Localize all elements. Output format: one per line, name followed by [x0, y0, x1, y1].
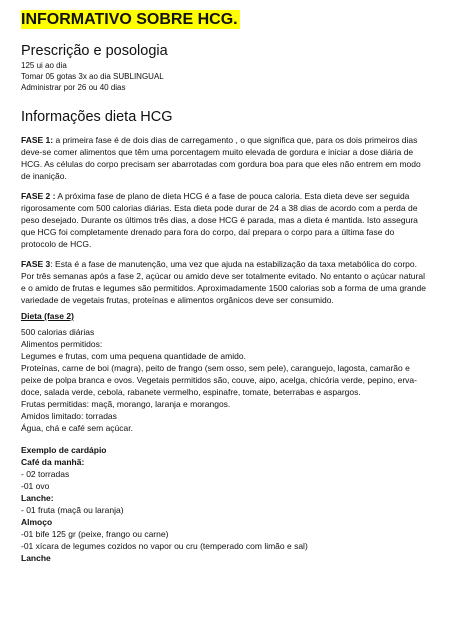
- fase1-label: FASE 1:: [21, 135, 54, 145]
- fase1-paragraph: [21, 134, 431, 182]
- prescricao-line: 125 ui ao dia: [21, 61, 67, 70]
- fase2-paragraph: [21, 190, 431, 250]
- breakfast-item: -01 ovo: [21, 481, 50, 491]
- breakfast-item: - 02 torradas: [21, 469, 70, 479]
- lunch-label: Almoço: [21, 517, 53, 527]
- fase3-paragraph: [21, 258, 431, 306]
- fase2-label: FASE 2 :: [21, 191, 56, 201]
- menu-example-heading: Exemplo de cardápio: [21, 445, 107, 455]
- document-title: INFORMATIVO SOBRE HCG.: [21, 11, 238, 28]
- fase2-text: A próxima fase de plano de dieta HCG é a fase de pouca caloria. Esta dieta deve ser seguida rigorosamente com 500 calorias diárias. Esta dieta pode durar de 24 a 38 dias de acordo com a perda de peso desejado. Durante os últimos três dias, a dose HCG é parada, mas a dieta é mantida. Isto assegura que HCG foi completamente drenado para fora do corpo, daí prepara o corpo para a última fase do protocolo de HCG.: [21, 191, 418, 249]
- lunch-item: -01 bife 125 gr (peixe, frango ou carne): [21, 529, 169, 539]
- prescricao-heading: Prescrição e posologia: [21, 43, 168, 59]
- prescricao-line: Tomar 05 gotas 3x ao dia SUBLINGUAL: [21, 72, 164, 81]
- prescricao-line: Administrar por 26 ou 40 dias: [21, 83, 126, 92]
- diet-line: Legumes e frutas, com uma pequena quantidade de amido.: [21, 351, 246, 361]
- fase3-text: : Esta é a fase de manutenção, uma vez que ajuda na estabilização da taxa metabólica do corpo. Por três semanas após a fase 2, açúcar ou amido deve ser totalmente evitado. No entanto o açúcar natural e o amido de frutas e legumes são permitidos. Aproximadamente 1500 calorias sob a forma de uma grande variedade de vegetais frutas, proteínas e alimentos orgânicos deve ser consumido.: [21, 259, 426, 305]
- diet-line: Água, chá e café sem açúcar.: [21, 423, 133, 433]
- fase1-text: a primeira fase é de dois dias de carregamento , o que significa que, para os dois primeiros dias deve-se comer alimentos que têm uma porcentagem muito elevada de gordura e iniciar a dose diária de HCG. As células do corpo precisam ser abarrotadas com gordura boa para que eles não entrem em modo de inanição.: [21, 135, 421, 181]
- snack-label: Lanche:: [21, 493, 54, 503]
- diet-line: Amidos limitado: torradas: [21, 411, 117, 421]
- snack-item: - 01 fruta (maçã ou laranja): [21, 505, 124, 515]
- dieta-heading: Informações dieta HCG: [21, 109, 173, 125]
- diet-line: Frutas permitidas: maçã, morango, laranja e morangos.: [21, 399, 231, 409]
- snack2-label: Lanche: [21, 553, 51, 563]
- fase3-label: FASE 3: [21, 259, 51, 269]
- lunch-item: -01 xícara de legumes cozidos no vapor ou cru (temperado com limão e sal): [21, 541, 308, 551]
- fase2-diet-heading: Dieta (fase 2): [21, 311, 74, 321]
- diet-line: 500 calorias diárias: [21, 327, 95, 337]
- breakfast-label: Café da manhã:: [21, 457, 85, 467]
- diet-line: Alimentos permitidos:: [21, 339, 103, 349]
- diet-line: Proteínas, carne de boi (magra), peito de frango (sem osso, sem pele), caranguejo, lagosta, camarão e peixe de polpa branca e ovos. Vegetais permitidos são, couve, aipo, acelga, chicória verde, pepino, erva-doce, salada verde, cebola, rabanete vermelho, espinafre, tomate, beterrabas e aspargos.: [21, 363, 417, 397]
